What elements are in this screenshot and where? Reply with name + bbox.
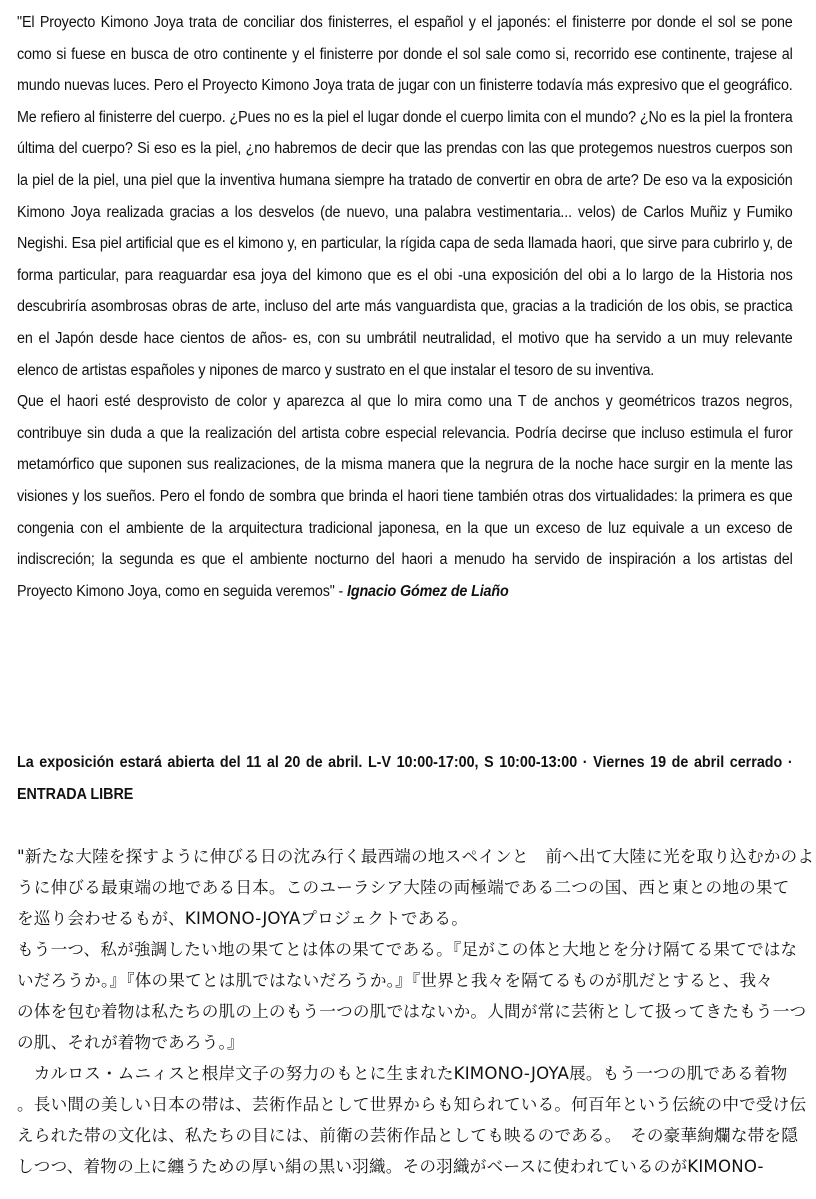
document-page — [17, 7, 815, 1176]
quote-paragraph-2-text: Que el haori esté desprovisto de color y aparezca al que lo mira como una T de anchos y geométricos trazos negros, contribuye sin duda a que la realización del artista cobre especial relevancia. Podría decirse que incluso estimula el furor metamórfico que suponen sus realizaciones, de la misma manera que la negrura de la noche hace surgir en la mente las visiones y los sueños. Pero el fondo de sombra que brinda el haori tiene también otras dos virtualidades: la primera es que congenia con el ambiente de la arquitectura tradicional japonesa, en la que un exceso de luz equivale a un exceso de indiscreción; la segunda es que el ambiente nocturno del haori a menudo ha servido de inspiración a los artistas del Proyecto Kimono Joya, como en seguida veremos" — [17, 393, 793, 600]
spanish-quote — [17, 7, 793, 607]
quote-author: Ignacio Gómez de Liaño — [347, 582, 509, 600]
exhibition-info: La exposición estará abierta del 11 al 20 de abril. L-V 10:00-17:00, S 10:00-13:00 · Viernes 19 de abril cerrado · ENTRADA LIBRE — [17, 754, 793, 803]
jp-line: の肌、それが着物であろう。』 — [17, 1033, 244, 1052]
jp-line: "新たな大陸を探すように伸びる日の沈み行く最西端の地スペインと 前へ出て大陸に光を取り込むかのよ — [17, 847, 815, 866]
jp-line: カルロス・ムニィスと根岸文子の努力のもとに生まれたKIMONO-JOYA展。もう一つの肌である着物 — [17, 1064, 788, 1083]
attribution-separator: - — [334, 582, 348, 600]
japanese-quote-text — [17, 841, 815, 1182]
quote-paragraph-2 — [17, 386, 793, 607]
jp-line: 。長い間の美しい日本の帯は、芸術作品として世界からも知られている。何百年という伝統の中で受け伝 — [17, 1095, 807, 1114]
jp-line: もう一つ、私が強調したい地の果てとは体の果てである。『足がこの体と大地とを分け隔てる果てではな — [17, 940, 798, 959]
jp-line: を巡り会わせるもが、KIMONO-JOYAプロジェクトである。 — [17, 909, 468, 928]
jp-line: の体を包む着物は私たちの肌の上のもう一つの肌ではないか。人間が常に芸術として扱ってきたもう一つ — [17, 1002, 807, 1021]
japanese-quote — [17, 841, 815, 1182]
jp-line: しつつ、着物の上に纏うための厚い絹の黒い羽織。その羽織がベースに使われているのがKIMONO- — [17, 1157, 764, 1176]
jp-line: うに伸びる最東端の地である日本。このユーラシア大陸の両極端である二つの国、西と東との地の果て — [17, 878, 790, 897]
quote-paragraph-1: "El Proyecto Kimono Joya trata de conciliar dos finisterres, el español y el japonés: el finisterre por donde el sol se pone como si fuese en busca de otro continente y el finisterre por donde el sol sale como si, recorrido ese continente, trajese al mundo nuevas luces. Pero el Proyecto Kimono Joya trata de jugar con un finisterre todavía más expresivo que el geográfico. Me refiero al finisterre del cuerpo. ¿Pues no es la piel el lugar donde el cuerpo limita con el mundo? ¿No es la piel la frontera última del cuerpo? Si eso es la piel, ¿no habremos de decir que las prendas con las que protegemos nuestros cuerpos son la piel de la piel, una piel que la inventiva humana siempre ha tratado de convertir en obra de arte? De eso va la exposición Kimono Joya realizada gracias a los desvelos (de nuevo, una palabra vestimentaria... velos) de Carlos Muñiz y Fumiko Negishi. Esa piel artificial que es el kimono y, en particular, la rígida capa de seda llamada haori, que sirve para cubrirlo y, de forma particular, para reaguardar esa joya del kimono que es el obi -una exposición del obi a lo largo de la Historia nos descubriría asombrosas obras de arte, incluso del arte más vanguardista que, gracias a la tradición de los obis, se practica en el Japón desde hace cientos de años- es, con su umbrátil neutralidad, el motivo que ha servido a un muy relevante elenco de artistas españoles y nipones de marco y sustrato en el que instalar el tesoro de su inventiva. — [17, 14, 793, 379]
jp-line: えられた帯の文化は、私たちの目には、前衛の芸術作品としても映るのである。 その豪華絢爛な帯を隠 — [17, 1126, 799, 1145]
jp-line: いだろうか。』『体の果てとは肌ではないだろうか。』『世界と我々を隔てるものが肌だとすると、我々 — [17, 971, 774, 990]
